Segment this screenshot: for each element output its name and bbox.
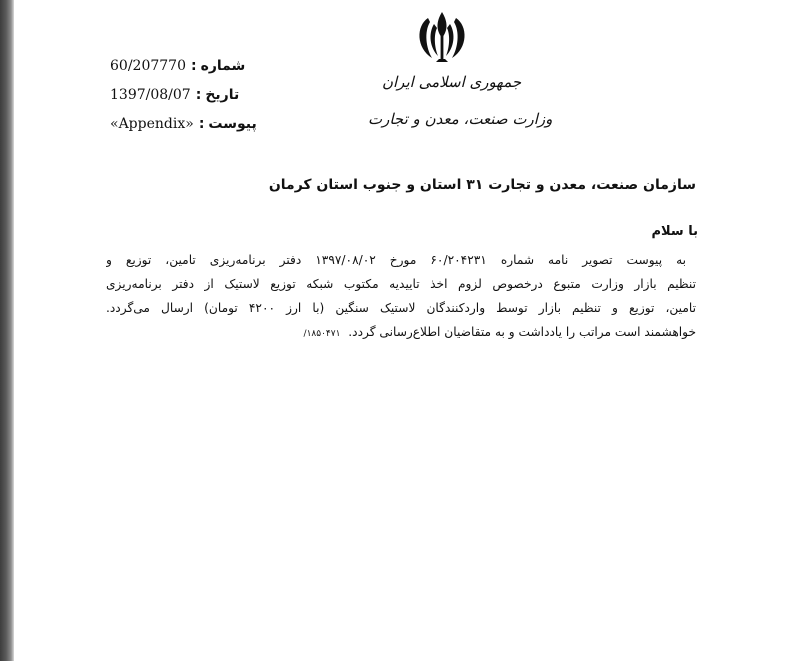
letterhead-ministry: وزارت صنعت، معدن و تجارت xyxy=(368,110,553,128)
greeting: با سلام xyxy=(651,224,698,239)
meta-number-row xyxy=(110,58,246,74)
attachment-value: «Appendix» xyxy=(110,116,194,132)
meta-date-row xyxy=(110,87,242,103)
attachment-label: پیوست xyxy=(208,116,257,132)
document-page xyxy=(14,0,806,661)
meta-colon: : xyxy=(198,116,205,132)
meta-colon: : xyxy=(195,87,202,103)
body-line: تامین، توزیع و تنظیم بازار توسط واردکنندگان لاستیک سنگین (با ارز ۴۲۰۰ تومان) ارسال می‌گردد. xyxy=(106,301,696,315)
reference-code: ۱۸۵۰۴۷۱/ xyxy=(303,329,341,339)
body-line: تنظیم بازار وزارت متبوع درخصوص لزوم اخذ تاییدیه مکتوب شبکه توزیع لاستیک از دفتر برنامه‌ریزی xyxy=(106,277,696,291)
recipient-heading: سازمان صنعت، معدن و تجارت ۳۱ استان و جنوب استان کرمان xyxy=(268,177,696,193)
body-line: به پیوست تصویر نامه شماره ۶۰/۲۰۴۲۳۱ مورخ ۱۳۹۷/۰۸/۰۲ دفتر برنامه‌ریزی تامین، توزیع و xyxy=(106,253,687,267)
letter-number-value: 60/207770 xyxy=(110,58,186,74)
viewer-left-edge xyxy=(0,0,14,661)
meta-attachment-row xyxy=(110,116,257,132)
letter-date-value: 1397/08/07 xyxy=(110,87,191,103)
letter-date-label: تاریخ xyxy=(205,87,240,103)
letter-number-label: شماره xyxy=(200,58,246,74)
body-line-last xyxy=(106,320,696,344)
letter-body xyxy=(106,248,696,344)
emblem-icon xyxy=(406,8,478,66)
meta-colon: : xyxy=(190,58,197,74)
body-line-text: خواهشمند است مراتب را یادداشت و به متقاضیان اطلاع‌رسانی گردد. xyxy=(348,325,696,339)
letterhead-republic: جمهوری اسلامی ایران xyxy=(382,73,522,91)
